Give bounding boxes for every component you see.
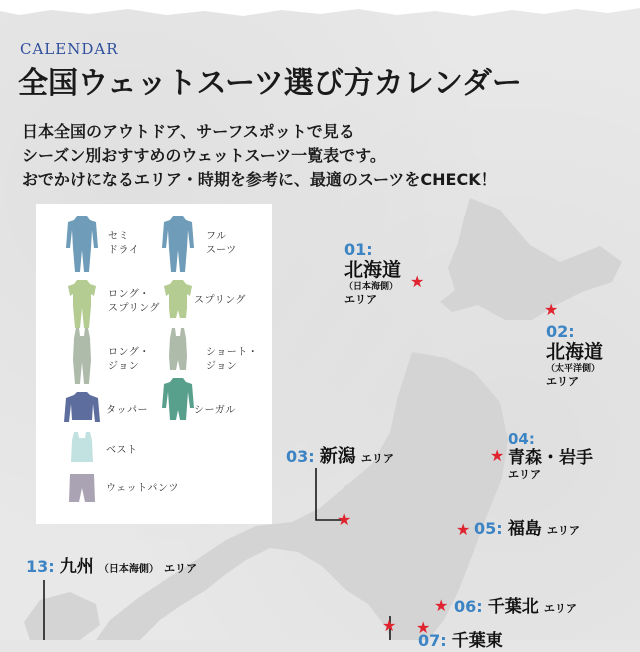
- area-label-02[interactable]: [546, 322, 603, 388]
- short-john-icon: [160, 326, 196, 376]
- area-number-13: 13:: [26, 557, 55, 576]
- area-suffix-05: エリア: [546, 524, 580, 537]
- suit-legend: [36, 204, 272, 524]
- intro-line-1: 日本全国のアウトドア、サーフスポットで見る: [22, 122, 355, 141]
- area-sub-01: （日本海側）: [344, 282, 399, 292]
- area-number-06: 06:: [454, 597, 483, 616]
- full-suit-icon: [160, 214, 196, 274]
- area-name-13: 九州: [59, 557, 94, 577]
- star-marker-03[interactable]: ★: [337, 510, 352, 529]
- star-marker-06[interactable]: ★: [434, 596, 449, 615]
- legend-label-long-spring-1: ロング・: [108, 289, 150, 300]
- seagull-icon: [160, 376, 196, 428]
- legend-label-semi-dry-2: ドライ: [108, 245, 140, 256]
- area-name-07: 千葉東: [451, 631, 503, 651]
- long-spring-icon: [64, 278, 100, 330]
- area-label-06[interactable]: [454, 596, 577, 620]
- area-suffix-13: エリア: [163, 562, 197, 575]
- area-label-13[interactable]: [26, 556, 197, 581]
- wet-pants-icon: [66, 472, 98, 504]
- star-marker-07a[interactable]: ★: [382, 616, 397, 635]
- area-number-07: 07:: [418, 631, 447, 650]
- legend-label-vest: ベスト: [106, 445, 138, 456]
- area-suffix-06: エリア: [543, 602, 577, 615]
- hokkaido-shape: [440, 198, 622, 320]
- area-label-05[interactable]: [474, 518, 580, 542]
- star-marker-01[interactable]: ★: [410, 272, 425, 291]
- area-suffix-01: エリア: [344, 293, 377, 306]
- area-suffix-03: エリア: [360, 452, 394, 465]
- calendar-label: CALENDAR: [20, 40, 119, 58]
- legend-label-short-john-1: ショート・: [206, 347, 259, 358]
- legend-label-semi-dry-1: セミ: [108, 231, 129, 242]
- area-name-04: 青森・岩手: [508, 448, 593, 468]
- area-suffix-04: エリア: [508, 468, 541, 481]
- area-name-01: 北海道: [344, 259, 402, 281]
- legend-label-long-john-2: ジョン: [108, 361, 140, 372]
- legend-label-long-john-1: ロング・: [108, 347, 150, 358]
- semi-dry-suit-icon: [64, 214, 100, 274]
- spring-icon: [160, 278, 196, 322]
- area-name-06: 千葉北: [487, 597, 539, 617]
- area-name-02: 北海道: [546, 341, 604, 363]
- intro-text: [22, 120, 622, 192]
- area-number-04: 04:: [508, 430, 535, 448]
- legend-label-spring: スプリング: [194, 295, 246, 306]
- area-number-05: 05:: [474, 519, 503, 538]
- star-marker-02[interactable]: ★: [544, 300, 559, 319]
- legend-label-seagull: シーガル: [194, 405, 236, 416]
- area-label-03[interactable]: [286, 446, 394, 470]
- area-number-02: 02:: [546, 322, 575, 341]
- intro-line-3: おでかけになるエリア・時期を参考に、最適のスーツをCHECK！: [22, 170, 497, 189]
- kyushu-shape: [24, 592, 100, 640]
- area-label-07[interactable]: [418, 630, 503, 652]
- area-number-03: 03:: [286, 447, 315, 466]
- legend-label-wet-pants: ウェットパンツ: [106, 483, 179, 494]
- area-label-04[interactable]: [508, 430, 593, 481]
- area-name-03: 新潟: [319, 446, 356, 467]
- legend-label-full-2: スーツ: [206, 245, 237, 256]
- area-label-01[interactable]: [344, 240, 401, 306]
- page-title: 全国ウェットスーツ選び方カレンダー: [18, 66, 522, 101]
- area-name-05: 福島: [507, 519, 542, 539]
- legend-label-tapper: タッパー: [106, 405, 148, 416]
- legend-label-full-1: フル: [206, 231, 227, 242]
- star-marker-07b[interactable]: ★: [416, 618, 431, 637]
- legend-label-long-spring-2: スプリング: [108, 303, 160, 314]
- long-john-icon: [64, 326, 100, 386]
- star-marker-04[interactable]: ★: [490, 446, 505, 465]
- tapper-icon: [62, 390, 102, 426]
- area-number-01: 01:: [344, 240, 373, 259]
- legend-label-short-john-2: ジョン: [206, 361, 238, 372]
- vest-icon: [66, 430, 98, 464]
- area-suffix-02: エリア: [546, 375, 579, 388]
- intro-line-2: シーズン別おすすめのウェットスーツ一覧表です。: [22, 146, 386, 165]
- star-marker-05[interactable]: ★: [456, 520, 471, 539]
- area-sub-02: （太平洋側）: [546, 364, 601, 374]
- area-sub-13: （日本海側）: [98, 564, 159, 575]
